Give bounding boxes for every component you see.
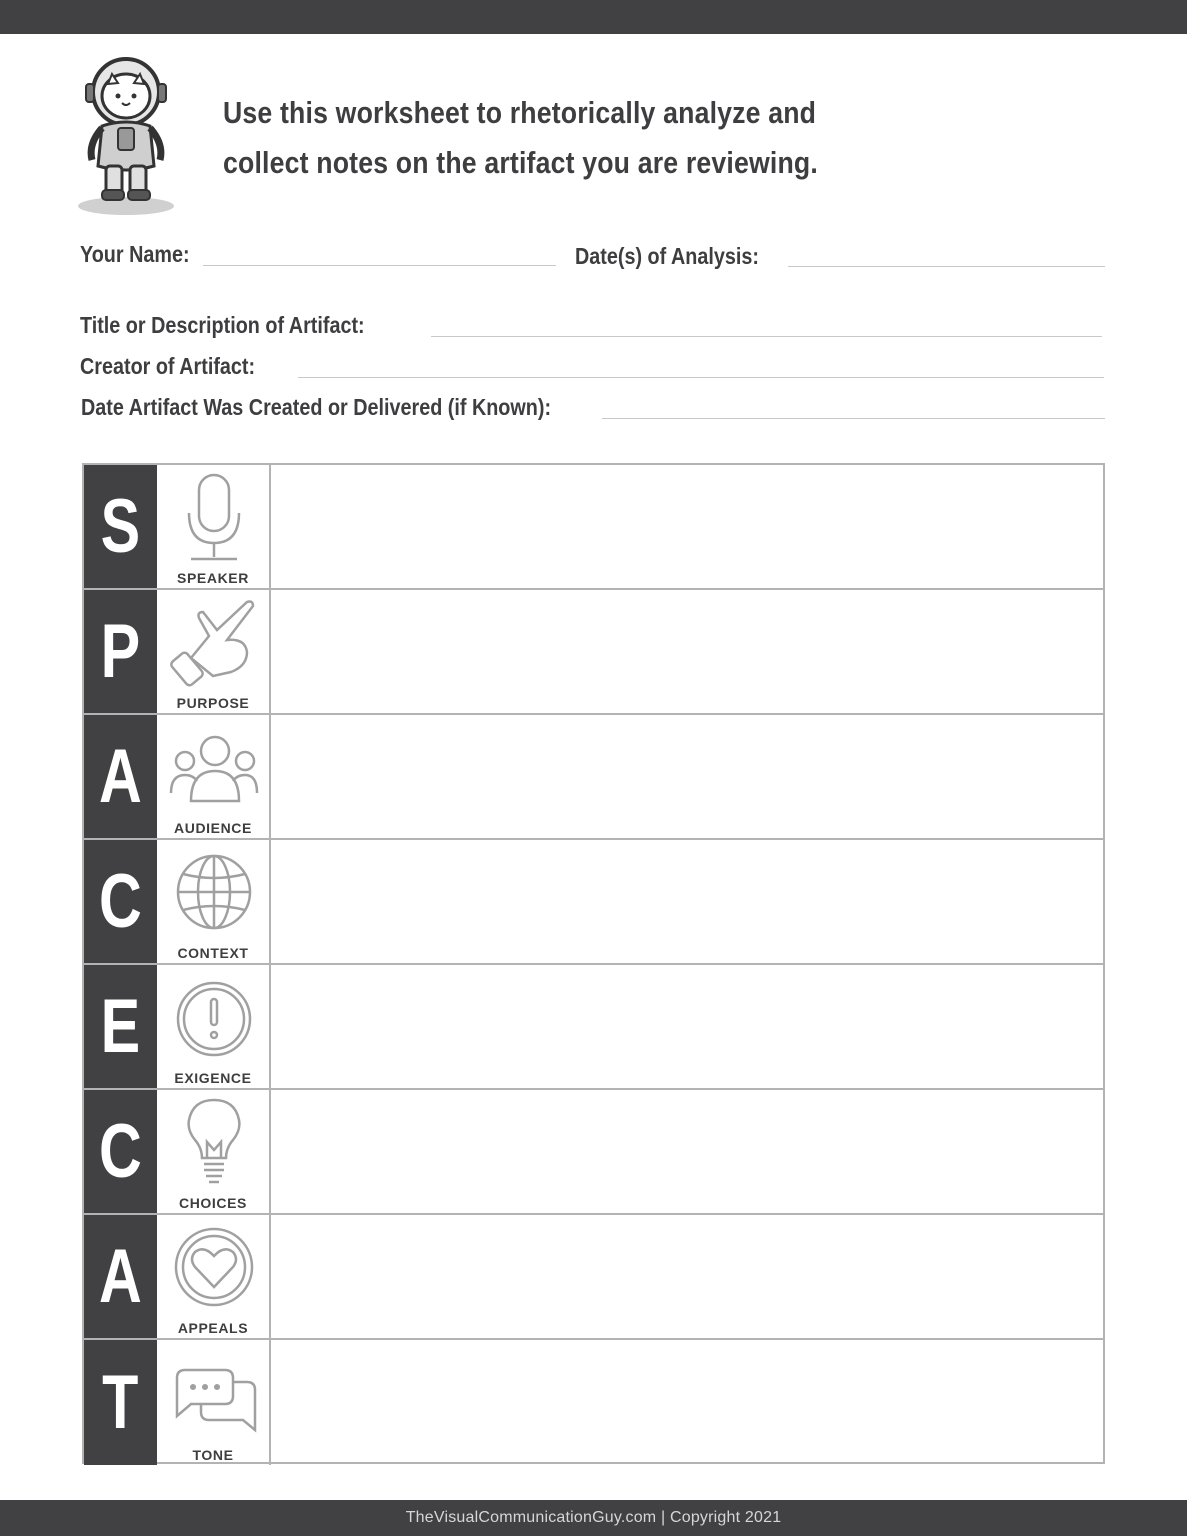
tone-notes-area[interactable] [271, 1340, 1103, 1465]
spacecat-row-tone [84, 1340, 1103, 1465]
title-description-line[interactable] [431, 336, 1102, 337]
exigence-notes-area[interactable] [271, 965, 1103, 1088]
row-letter: E [100, 984, 141, 1069]
appeals-notes-area[interactable] [271, 1215, 1103, 1338]
spacecat-grid [82, 463, 1105, 1464]
row-letter: S [100, 484, 141, 569]
heart-circle-icon [169, 1221, 259, 1313]
pointing-hand-icon [169, 596, 259, 688]
your-name-line[interactable] [203, 265, 556, 266]
globe-icon [169, 846, 259, 938]
speaker-notes-area[interactable] [271, 465, 1103, 588]
spacecat-row-context [84, 840, 1103, 965]
purpose-notes-area[interactable] [271, 590, 1103, 713]
row-label: CONTEXT [177, 945, 249, 961]
date-created-label: Date Artifact Was Created or Delivered (if Known): [81, 394, 552, 420]
spacecat-row-purpose [84, 590, 1103, 715]
spacecat-row-exigence [84, 965, 1103, 1090]
row-label: TONE [192, 1447, 234, 1463]
spacecat-row-speaker [84, 465, 1103, 590]
row-label: PURPOSE [176, 695, 250, 711]
row-letter: P [100, 609, 141, 694]
choices-notes-area[interactable] [271, 1090, 1103, 1213]
spacecat-row-appeals [84, 1215, 1103, 1340]
people-group-icon [169, 721, 259, 813]
your-name-label: Your Name: [80, 241, 190, 267]
spacecat-row-choices [84, 1090, 1103, 1215]
row-letter: C [99, 859, 142, 944]
footer-copyright: TheVisualCommunicationGuy.com | Copyright 2021 [405, 1509, 782, 1526]
astronaut-cat-mascot [76, 56, 180, 218]
creator-label: Creator of Artifact: [80, 353, 256, 379]
row-label: APPEALS [177, 1320, 249, 1336]
intro-line-1: Use this worksheet to rhetorically analyze and [223, 95, 817, 130]
microphone-icon [169, 471, 259, 563]
dates-of-analysis-line[interactable] [788, 266, 1105, 267]
exclamation-circle-icon [169, 971, 259, 1063]
intro-text [223, 88, 825, 188]
audience-notes-area[interactable] [271, 715, 1103, 838]
chat-bubbles-icon [169, 1346, 259, 1438]
row-label: SPEAKER [177, 570, 249, 586]
row-letter: T [102, 1360, 139, 1445]
date-created-line[interactable] [602, 418, 1105, 419]
row-label: EXIGENCE [174, 1070, 252, 1086]
creator-line[interactable] [298, 377, 1104, 378]
row-letter: A [99, 1234, 142, 1319]
spacecat-row-audience [84, 715, 1103, 840]
row-label: AUDIENCE [174, 820, 252, 836]
row-label: CHOICES [179, 1195, 247, 1211]
row-letter: C [99, 1109, 142, 1194]
lightbulb-icon [169, 1096, 259, 1188]
title-description-label: Title or Description of Artifact: [80, 312, 365, 338]
intro-line-2: collect notes on the artifact you are reviewing. [223, 145, 818, 180]
row-letter: A [99, 734, 142, 819]
top-bar [0, 0, 1187, 34]
context-notes-area[interactable] [271, 840, 1103, 963]
dates-of-analysis-label: Date(s) of Analysis: [575, 243, 759, 269]
footer-bar [0, 1500, 1187, 1536]
